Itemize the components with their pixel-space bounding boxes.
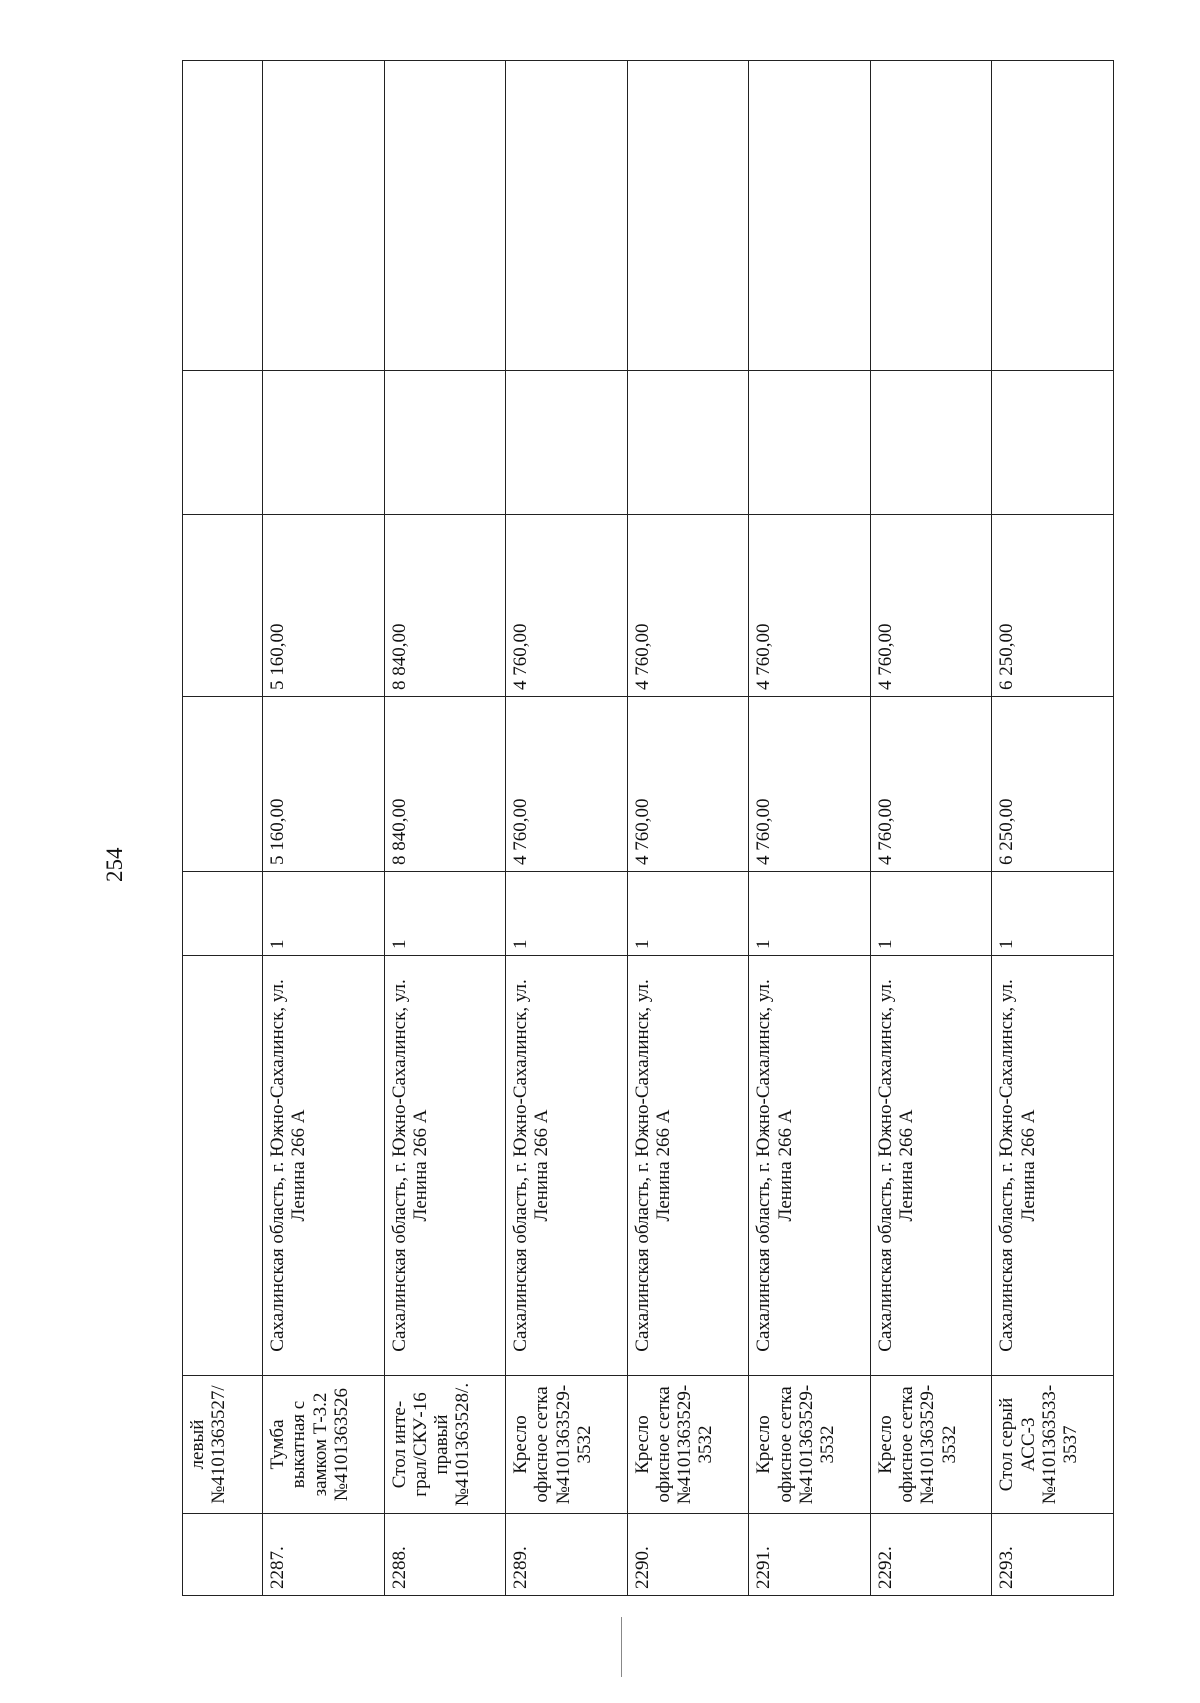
cell-name: Стол инте-грал/СКУ-16 правый №4101363528/. [384, 1376, 506, 1514]
cell-qty: 1 [749, 872, 871, 956]
cell-empty [870, 61, 992, 371]
cell-empty [384, 371, 506, 515]
table-row [263, 61, 385, 1596]
cell-empty [870, 371, 992, 515]
page-number: 254 [102, 847, 127, 883]
cell-address: Сахалинская область, г. Южно-Сахалинск, ул. Ленина 266 А [992, 956, 1114, 1376]
cell-num: 2291. [749, 1514, 871, 1596]
cell-empty [506, 61, 628, 371]
cell-total: 4 760,00 [506, 515, 628, 697]
cell-empty [992, 371, 1114, 515]
margin-line [621, 1617, 622, 1677]
cell-empty [183, 371, 263, 515]
table-row [870, 61, 992, 1596]
cell-qty: 1 [870, 872, 992, 956]
cell-address: Сахалинская область, г. Южно-Сахалинск, ул. Ленина 266 А [384, 956, 506, 1376]
cell-num: 2290. [627, 1514, 749, 1596]
table-row [992, 61, 1114, 1596]
cell-qty [183, 872, 263, 956]
cell-qty: 1 [627, 872, 749, 956]
cell-address: Сахалинская область, г. Южно-Сахалинск, ул. Ленина 266 А [263, 956, 385, 1376]
cell-qty: 1 [263, 872, 385, 956]
cell-name: Тумба выкатная с замком Т-3.2 №4101363526 [263, 1376, 385, 1514]
table-row [627, 61, 749, 1596]
table-row [749, 61, 871, 1596]
table-row-continuation [183, 61, 263, 1596]
cell-name: Кресло офисное сетка №4101363529-3532 [506, 1376, 628, 1514]
cell-total: 6 250,00 [992, 515, 1114, 697]
cell-name: левый №4101363527/ [183, 1376, 263, 1514]
cell-price: 5 160,00 [263, 697, 385, 872]
cell-empty [263, 61, 385, 371]
cell-name: Стол серый АСС-3 №4101363533-3537 [992, 1376, 1114, 1514]
cell-name: Кресло офисное сетка №4101363529-3532 [627, 1376, 749, 1514]
table-row [384, 61, 506, 1596]
cell-total: 4 760,00 [749, 515, 871, 697]
cell-total: 5 160,00 [263, 515, 385, 697]
cell-empty [627, 371, 749, 515]
cell-address: Сахалинская область, г. Южно-Сахалинск, ул. Ленина 266 А [870, 956, 992, 1376]
cell-empty [263, 371, 385, 515]
cell-empty [749, 371, 871, 515]
cell-total: 4 760,00 [870, 515, 992, 697]
cell-qty: 1 [384, 872, 506, 956]
cell-empty [384, 61, 506, 371]
cell-num: 2288. [384, 1514, 506, 1596]
cell-num: 2292. [870, 1514, 992, 1596]
cell-num: 2293. [992, 1514, 1114, 1596]
cell-qty: 1 [992, 872, 1114, 956]
cell-price: 4 760,00 [749, 697, 871, 872]
cell-name: Кресло офисное сетка №4101363529-3532 [870, 1376, 992, 1514]
cell-qty: 1 [506, 872, 628, 956]
cell-total: 4 760,00 [627, 515, 749, 697]
cell-price [183, 697, 263, 872]
cell-price: 4 760,00 [870, 697, 992, 872]
cell-empty [749, 61, 871, 371]
cell-price: 8 840,00 [384, 697, 506, 872]
cell-empty [992, 61, 1114, 371]
table-row [506, 61, 628, 1596]
inventory-table [182, 60, 1114, 1596]
cell-empty [627, 61, 749, 371]
cell-price: 4 760,00 [627, 697, 749, 872]
cell-total [183, 515, 263, 697]
rotated-table-container [182, 61, 1114, 1596]
cell-num: 2287. [263, 1514, 385, 1596]
cell-address: Сахалинская область, г. Южно-Сахалинск, ул. Ленина 266 А [749, 956, 871, 1376]
cell-empty [506, 371, 628, 515]
cell-empty [183, 61, 263, 371]
cell-price: 4 760,00 [506, 697, 628, 872]
cell-price: 6 250,00 [992, 697, 1114, 872]
cell-address [183, 956, 263, 1376]
cell-num: 2289. [506, 1514, 628, 1596]
cell-address: Сахалинская область, г. Южно-Сахалинск, ул. Ленина 266 А [506, 956, 628, 1376]
cell-address: Сахалинская область, г. Южно-Сахалинск, ул. Ленина 266 А [627, 956, 749, 1376]
cell-name: Кресло офисное сетка №4101363529-3532 [749, 1376, 871, 1514]
cell-total: 8 840,00 [384, 515, 506, 697]
cell-num [183, 1514, 263, 1596]
